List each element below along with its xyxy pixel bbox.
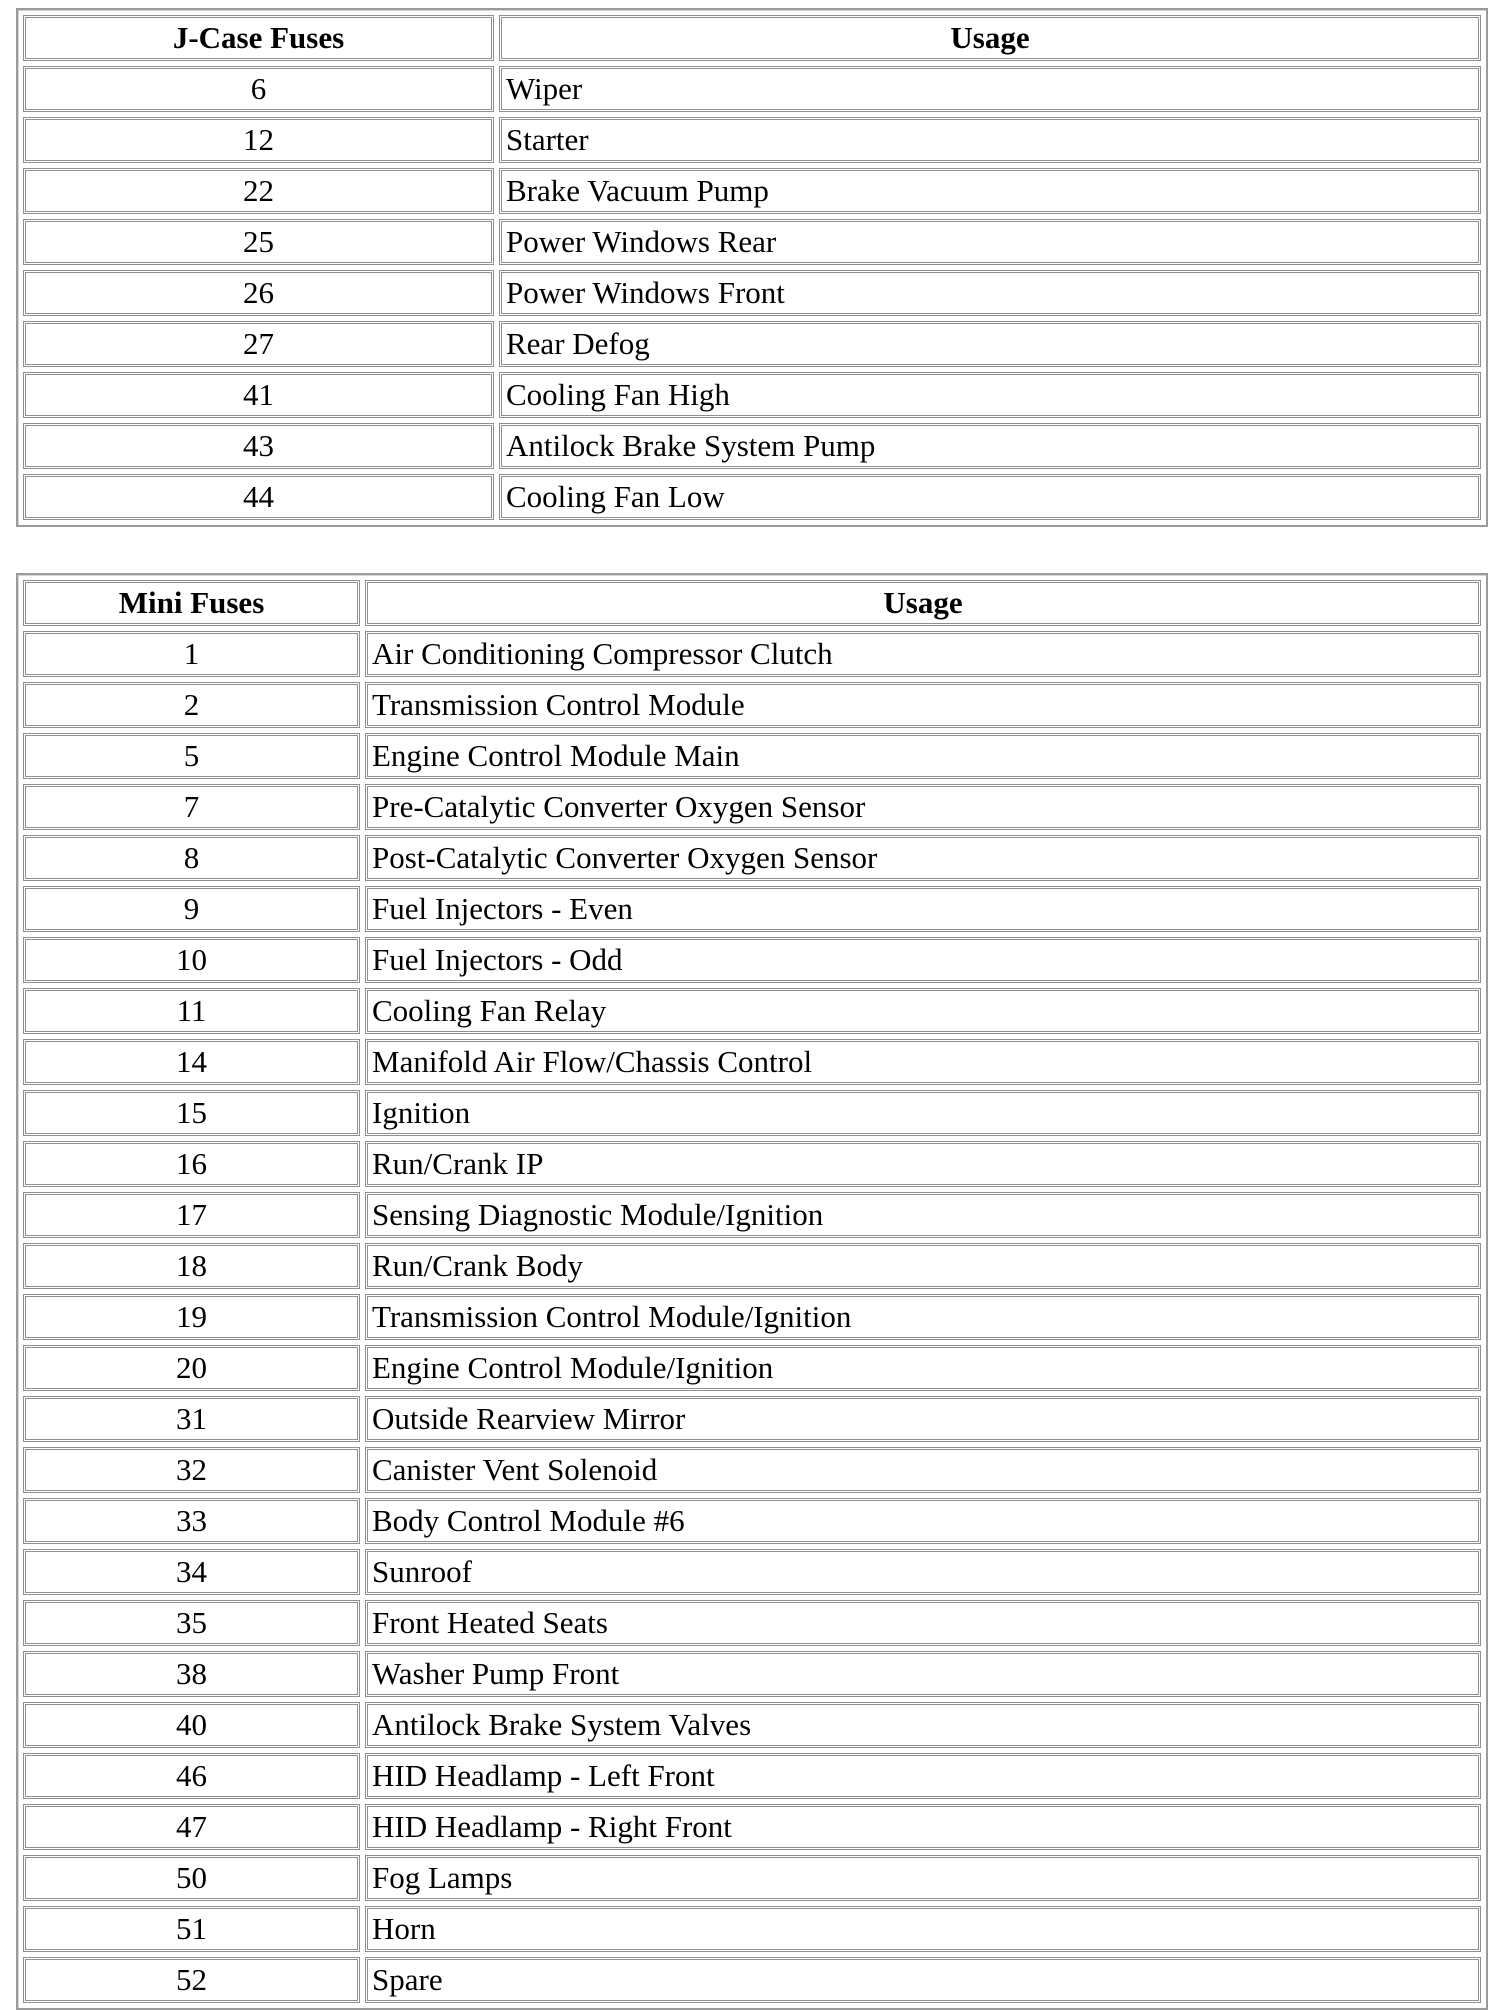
table-row (23, 168, 1481, 214)
fuse-number: 5 (23, 733, 360, 779)
table-row (23, 1804, 1481, 1850)
table-row (23, 1855, 1481, 1901)
fuse-usage: Engine Control Module/Ignition (365, 1345, 1481, 1391)
table-row (23, 1906, 1481, 1952)
fuse-number: 47 (23, 1804, 360, 1850)
fuse-usage: Run/Crank IP (365, 1141, 1481, 1187)
fuse-usage: Fog Lamps (365, 1855, 1481, 1901)
table-row (23, 372, 1481, 418)
jcase-table-body (23, 66, 1481, 520)
table-row (23, 682, 1481, 728)
fuse-usage: Outside Rearview Mirror (365, 1396, 1481, 1442)
fuse-usage: Cooling Fan High (499, 372, 1481, 418)
table-row (23, 1549, 1481, 1595)
table-row (23, 321, 1481, 367)
table-row (23, 1498, 1481, 1544)
fuse-usage: Fuel Injectors - Even (365, 886, 1481, 932)
fuse-usage: HID Headlamp - Right Front (365, 1804, 1481, 1850)
fuse-usage: Spare (365, 1957, 1481, 2003)
fuse-number: 18 (23, 1243, 360, 1289)
mini-fuses-table (16, 573, 1488, 2010)
fuse-number: 27 (23, 321, 494, 367)
fuse-number: 31 (23, 1396, 360, 1442)
fuse-usage: Manifold Air Flow/Chassis Control (365, 1039, 1481, 1085)
fuse-usage: Cooling Fan Low (499, 474, 1481, 520)
fuse-number: 11 (23, 988, 360, 1034)
fuse-number: 15 (23, 1090, 360, 1136)
table-row (23, 423, 1481, 469)
fuse-usage: Sunroof (365, 1549, 1481, 1595)
table-row (23, 270, 1481, 316)
fuse-number: 12 (23, 117, 494, 163)
table-row (23, 1651, 1481, 1697)
jcase-fuse-column-header: J-Case Fuses (23, 15, 494, 61)
fuse-usage: Canister Vent Solenoid (365, 1447, 1481, 1493)
table-row (23, 1753, 1481, 1799)
table-row (23, 474, 1481, 520)
table-row (23, 1090, 1481, 1136)
jcase-usage-column-header: Usage (499, 15, 1481, 61)
fuse-number: 26 (23, 270, 494, 316)
fuse-number: 20 (23, 1345, 360, 1391)
fuse-usage: Antilock Brake System Pump (499, 423, 1481, 469)
fuse-usage: Rear Defog (499, 321, 1481, 367)
fuse-number: 52 (23, 1957, 360, 2003)
table-row (23, 219, 1481, 265)
table-row (23, 631, 1481, 677)
fuse-usage: Front Heated Seats (365, 1600, 1481, 1646)
fuse-usage: Engine Control Module Main (365, 733, 1481, 779)
fuse-usage: Air Conditioning Compressor Clutch (365, 631, 1481, 677)
table-row (23, 886, 1481, 932)
fuse-usage: HID Headlamp - Left Front (365, 1753, 1481, 1799)
fuse-number: 16 (23, 1141, 360, 1187)
table-row (23, 937, 1481, 983)
table-row (23, 66, 1481, 112)
table-row (23, 1294, 1481, 1340)
fuse-number: 34 (23, 1549, 360, 1595)
fuse-number: 8 (23, 835, 360, 881)
fuse-usage: Cooling Fan Relay (365, 988, 1481, 1034)
fuse-usage: Brake Vacuum Pump (499, 168, 1481, 214)
table-row (23, 1192, 1481, 1238)
table-row (23, 1243, 1481, 1289)
mini-usage-column-header: Usage (365, 580, 1481, 626)
fuse-number: 46 (23, 1753, 360, 1799)
table-row (23, 733, 1481, 779)
table-row (23, 835, 1481, 881)
mini-table-body (23, 631, 1481, 2003)
table-row (23, 1345, 1481, 1391)
table-row (23, 1702, 1481, 1748)
fuse-usage: Body Control Module #6 (365, 1498, 1481, 1544)
fuse-number: 35 (23, 1600, 360, 1646)
fuse-usage: Wiper (499, 66, 1481, 112)
table-row (23, 1447, 1481, 1493)
fuse-usage: Sensing Diagnostic Module/Ignition (365, 1192, 1481, 1238)
fuse-number: 6 (23, 66, 494, 112)
fuse-usage: Post-Catalytic Converter Oxygen Sensor (365, 835, 1481, 881)
fuse-usage: Run/Crank Body (365, 1243, 1481, 1289)
fuse-usage: Transmission Control Module/Ignition (365, 1294, 1481, 1340)
fuse-number: 10 (23, 937, 360, 983)
table-header-row (23, 15, 1481, 61)
fuse-usage: Pre-Catalytic Converter Oxygen Sensor (365, 784, 1481, 830)
fuse-usage: Power Windows Rear (499, 219, 1481, 265)
fuse-usage: Starter (499, 117, 1481, 163)
fuse-number: 7 (23, 784, 360, 830)
fuse-number: 1 (23, 631, 360, 677)
fuse-number: 33 (23, 1498, 360, 1544)
table-row (23, 1600, 1481, 1646)
fuse-usage: Power Windows Front (499, 270, 1481, 316)
table-row (23, 988, 1481, 1034)
fuse-number: 44 (23, 474, 494, 520)
table-row (23, 1957, 1481, 2003)
fuse-number: 25 (23, 219, 494, 265)
table-row (23, 1141, 1481, 1187)
fuse-number: 22 (23, 168, 494, 214)
fuse-number: 41 (23, 372, 494, 418)
fuse-usage: Horn (365, 1906, 1481, 1952)
fuse-usage: Ignition (365, 1090, 1481, 1136)
fuse-number: 32 (23, 1447, 360, 1493)
fuse-number: 9 (23, 886, 360, 932)
mini-fuse-column-header: Mini Fuses (23, 580, 360, 626)
table-row (23, 1396, 1481, 1442)
fuse-number: 14 (23, 1039, 360, 1085)
fuse-number: 43 (23, 423, 494, 469)
fuse-number: 17 (23, 1192, 360, 1238)
fuse-usage: Fuel Injectors - Odd (365, 937, 1481, 983)
table-row (23, 117, 1481, 163)
fuse-number: 40 (23, 1702, 360, 1748)
table-row (23, 1039, 1481, 1085)
fuse-number: 38 (23, 1651, 360, 1697)
table-header-row (23, 580, 1481, 626)
fuse-usage: Antilock Brake System Valves (365, 1702, 1481, 1748)
fuse-usage: Washer Pump Front (365, 1651, 1481, 1697)
fuse-number: 50 (23, 1855, 360, 1901)
fuse-number: 51 (23, 1906, 360, 1952)
fuse-number: 2 (23, 682, 360, 728)
fuse-usage: Transmission Control Module (365, 682, 1481, 728)
table-row (23, 784, 1481, 830)
fuse-number: 19 (23, 1294, 360, 1340)
jcase-fuses-table (16, 8, 1488, 527)
